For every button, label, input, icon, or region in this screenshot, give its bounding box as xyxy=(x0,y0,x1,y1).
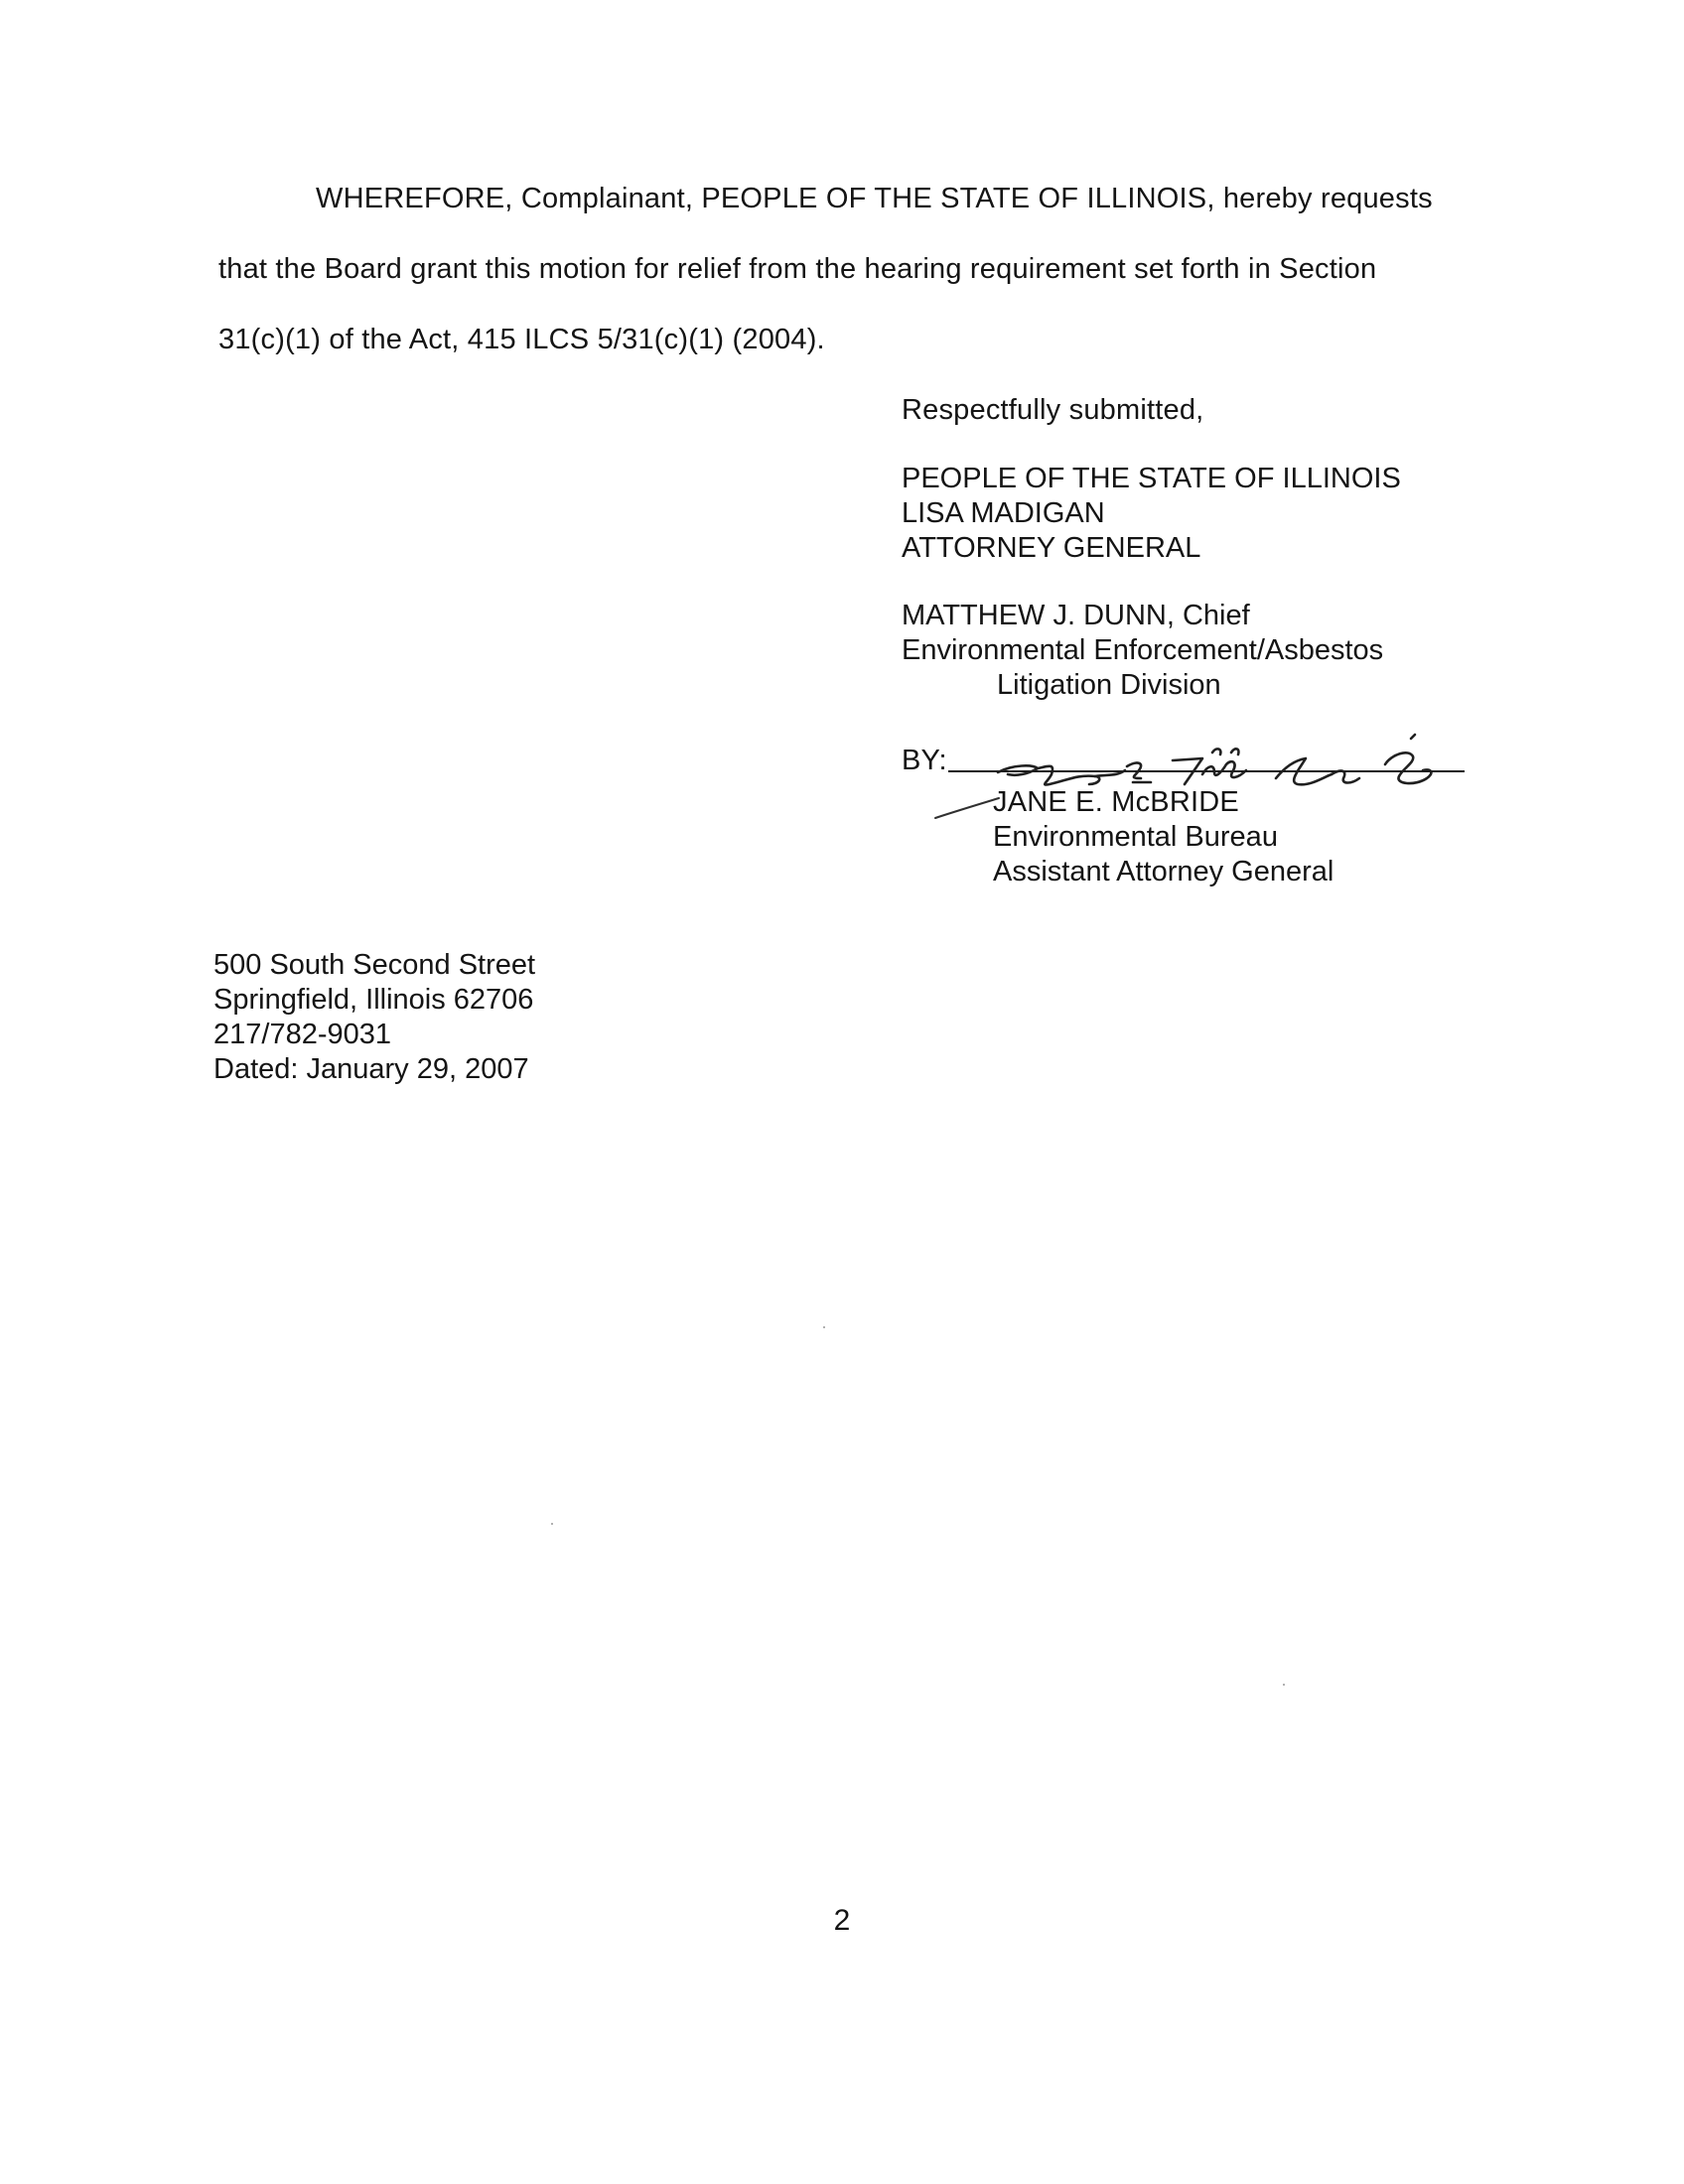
address-dated: Dated: January 29, 2007 xyxy=(213,1053,529,1085)
body-line-3: 31(c)(1) of the Act, 415 ILCS 5/31(c)(1) (2004). xyxy=(218,324,825,355)
body-line-1: WHEREFORE, Complainant, PEOPLE OF THE STATE OF ILLINOIS, hereby requests xyxy=(316,183,1433,214)
scan-speck xyxy=(551,1523,553,1525)
signature-name: JANE E. McBRIDE xyxy=(993,786,1239,818)
party-name: PEOPLE OF THE STATE OF ILLINOIS xyxy=(902,463,1401,494)
signature-tail-stroke xyxy=(933,782,1003,822)
signature-bureau: Environmental Bureau xyxy=(993,821,1278,853)
signature-title: Assistant Attorney General xyxy=(993,856,1334,887)
division-subunit: Litigation Division xyxy=(997,669,1221,701)
party-title: ATTORNEY GENERAL xyxy=(902,532,1201,564)
division-unit: Environmental Enforcement/Asbestos xyxy=(902,634,1384,666)
party-block xyxy=(902,462,1401,566)
division-chief: MATTHEW J. DUNN, Chief xyxy=(902,600,1250,631)
signature-by-label: BY: xyxy=(902,745,947,776)
address-street: 500 South Second Street xyxy=(213,949,536,981)
scan-speck xyxy=(823,1326,825,1328)
party-official: LISA MADIGAN xyxy=(902,497,1105,529)
address-block xyxy=(213,948,535,1087)
address-city: Springfield, Illinois 62706 xyxy=(213,984,534,1016)
page-number: 2 xyxy=(833,1904,851,1937)
body-line-2: that the Board grant this motion for relief from the hearing requirement set forth in Section xyxy=(218,253,1377,285)
closing: Respectfully submitted, xyxy=(902,394,1204,426)
division-block xyxy=(902,599,1383,703)
signature-details xyxy=(993,820,1333,889)
address-phone: 217/782-9031 xyxy=(213,1019,391,1050)
scan-speck xyxy=(1283,1684,1285,1686)
